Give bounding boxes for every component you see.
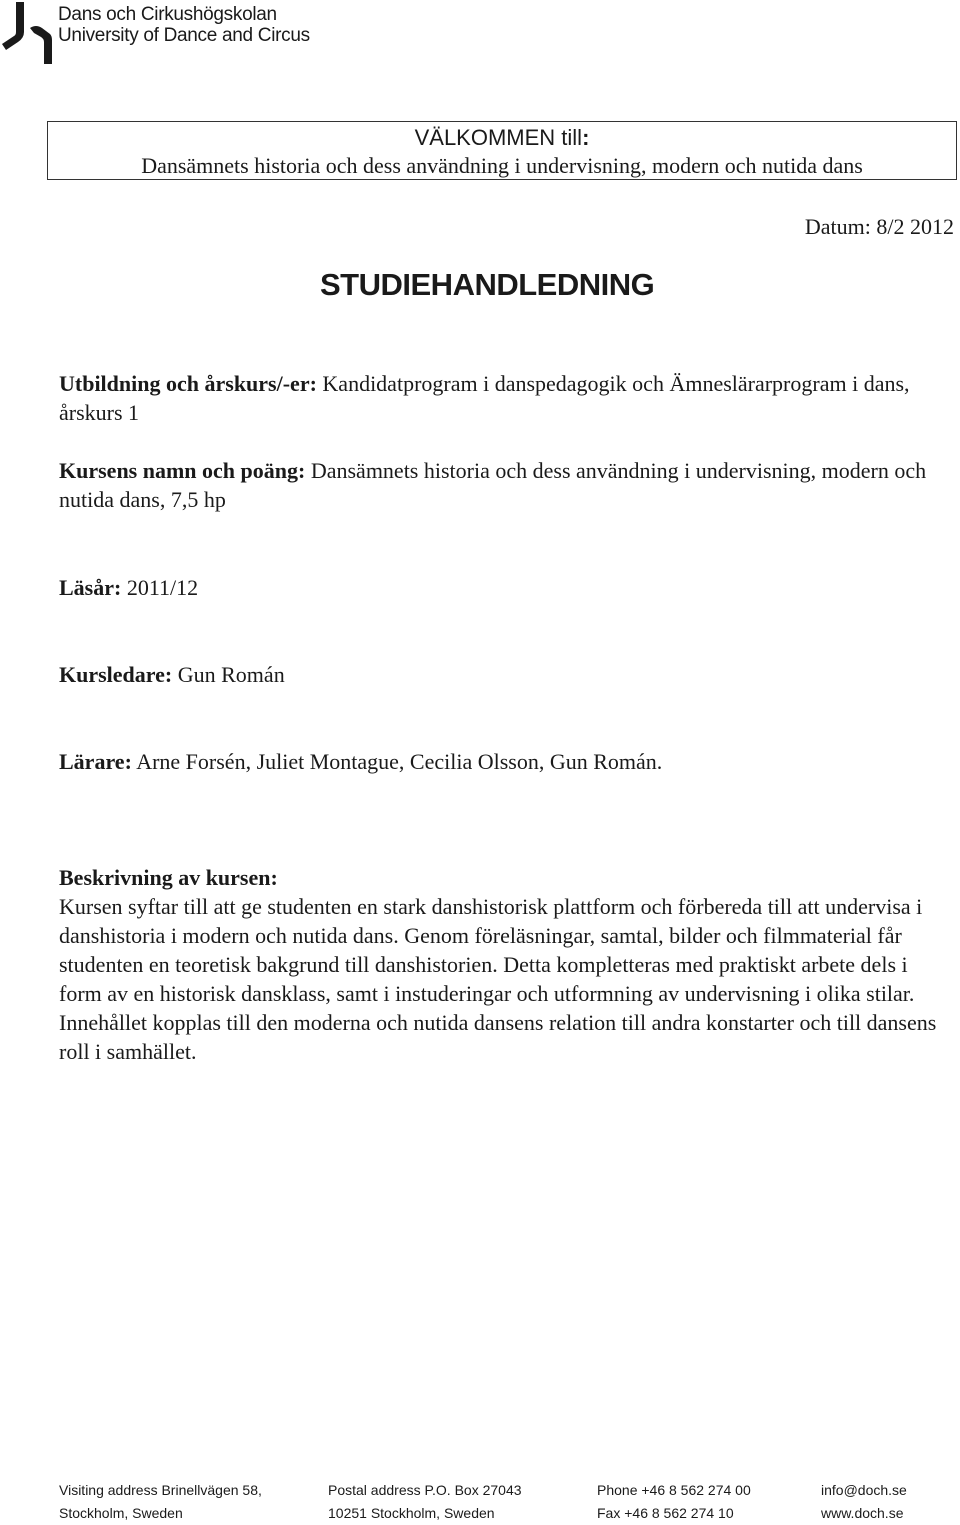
welcome-box [47,121,957,180]
school-name [58,4,310,46]
field-kursens-namn-value: Dansämnets historia och dess användning i undervisning, modern och nutida dans, 7,5 hp [59,458,927,512]
field-larare [59,747,949,776]
footer-phone-fax [597,1479,751,1525]
field-kursledare-value: Gun Román [177,662,285,687]
footer-postal-address [328,1479,522,1525]
footer-visiting-address [59,1479,262,1525]
footer-phone: Phone +46 8 562 274 00 [597,1482,751,1498]
footer-contact [821,1479,907,1525]
field-kursens-namn [59,456,949,514]
welcome-heading [48,124,956,152]
field-utbildning [59,369,949,427]
field-lasar-value: 2011/12 [126,575,199,600]
field-lasar-label: Läsår: [59,575,122,600]
course-description-text: Kursen syftar till att ge studenten en stark danshistorisk plattform och förbereda till att undervisa i danshistoria i modern och nutida dans. Genom föreläsningar, samtal, bilder och filmmaterial får studenten en teoretisk bakgrund till danshistorien. Detta kompletteras med praktiskt arbete dels i form av en historisk dansklass, samt i instuderingar och utformning av undervisning i olika stilar. Innehållet kopplas till den moderna och nutida dansens relation till andra konstarter och till dansens roll i samhället. [59,894,937,1064]
school-logo [2,2,332,66]
footer-web-link[interactable]: www.doch.se [821,1505,904,1521]
page-title: STUDIEHANDLEDNING [320,267,655,302]
footer-visiting-line2: Stockholm, Sweden [59,1505,183,1521]
footer-email-link[interactable]: info@doch.se [821,1482,907,1498]
school-name-swedish: Dans och Cirkushögskolan [58,4,277,25]
footer-fax: Fax +46 8 562 274 10 [597,1505,734,1521]
field-utbildning-label: Utbildning och årskurs/-er: [59,371,317,396]
footer-visiting-line1: Visiting address Brinellvägen 58, [59,1482,262,1498]
field-lasar [59,573,949,602]
course-description [59,863,949,1066]
welcome-heading-colon: : [582,125,590,150]
welcome-course-name: Dansämnets historia och dess användning i undervisning, modern och nutida dans [141,153,863,178]
footer [0,1479,960,1523]
field-kursledare-label: Kursledare: [59,662,173,687]
field-kursledare [59,660,949,689]
footer-postal-line2: 10251 Stockholm, Sweden [328,1505,495,1521]
course-description-label: Beskrivning av kursen: [59,865,278,890]
school-logo-mark-icon [2,2,52,64]
document-date: Datum: 8/2 2012 [804,214,954,239]
field-larare-label: Lärare: [59,749,132,774]
school-name-english: University of Dance and Circus [58,25,310,46]
footer-postal-line1: Postal address P.O. Box 27043 [328,1482,522,1498]
field-larare-value: Arne Forsén, Juliet Montague, Cecilia Olsson, Gun Román. [136,749,663,774]
welcome-heading-text: VÄLKOMMEN till [414,125,583,150]
field-utbildning-value: Kandidatprogram i danspedagogik och Ämneslärarprogram i dans, årskurs 1 [59,371,910,425]
field-kursens-namn-label: Kursens namn och poäng: [59,458,306,483]
